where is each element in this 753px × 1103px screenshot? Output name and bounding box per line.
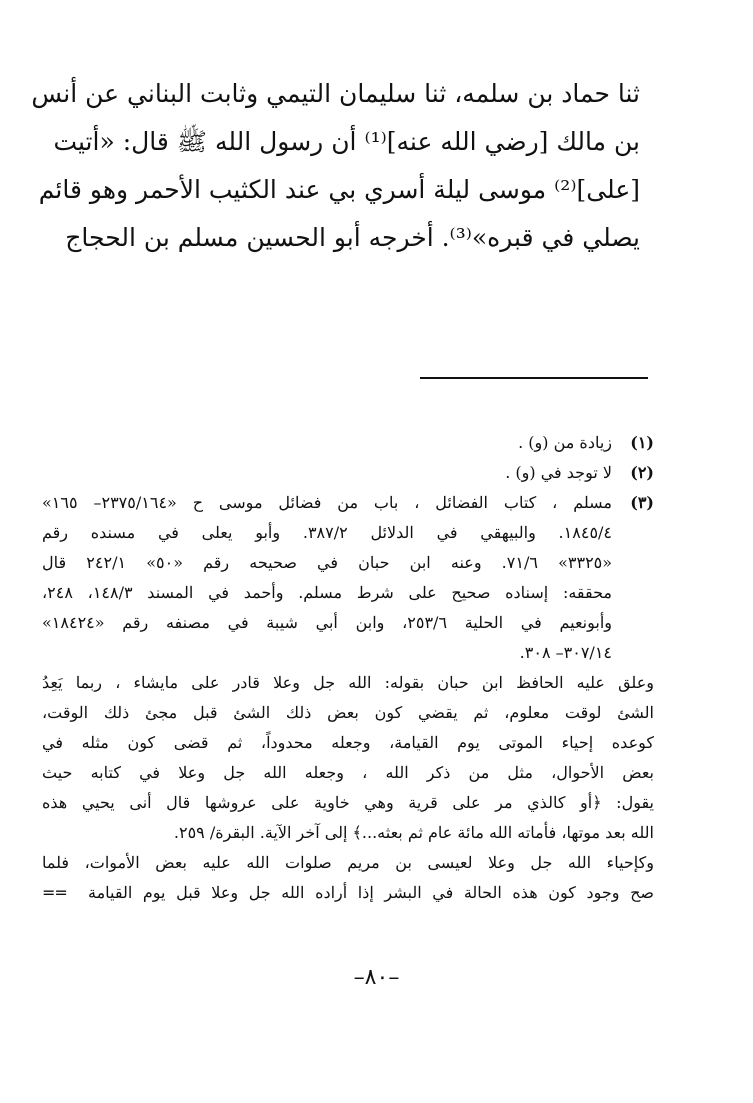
footnote-body — [42, 458, 612, 488]
footnote-line: لا توجد في (و) . — [505, 463, 612, 482]
page-number: –٨٠– — [353, 965, 400, 990]
footnotes — [42, 428, 654, 908]
footnote-line: «٣٣٢٥» ٧١/٦. وعنه ابن حبان في صحيحه رقم «٥٠» ٢٤٢/١ قال — [42, 553, 613, 572]
commentary-line: يقول: ﴿أو كالذي مر على قرية وهي خاوية على عروشها قال أنى يحيي هذه — [42, 793, 654, 812]
commentary-line: كوعده إحياء الموتى يوم القيامة، وجعله محدوداً، ثم قضى كون مثله في — [42, 733, 655, 752]
main-text-line: [على]⁽²⁾ موسى ليلة أسري بي عند الكثيب الأحمر وهو قائم — [38, 175, 640, 204]
footnote-1 — [42, 428, 654, 458]
commentary-line: بعض الأحوال، مثل من ذكر الله ، وجعله الله جل وعلا في كتابه حيث — [42, 763, 654, 782]
main-text-line: ثنا حماد بن سلمه، ثنا سليمان التيمي وثابت البناني عن أنس — [31, 79, 640, 108]
footnote-body — [42, 428, 612, 458]
footnote-line: محققه: إسناده صحيح على شرط مسلم. وأحمد في المسند ١٤٨/٣، ٢٤٨، — [42, 583, 613, 602]
commentary-line — [42, 878, 654, 908]
footnote-body — [42, 488, 612, 668]
footnote-3 — [42, 488, 654, 668]
footnote-line: زيادة من (و) . — [518, 433, 612, 452]
continued-mark: == — [42, 883, 67, 902]
main-text — [31, 70, 640, 262]
commentary-line: الله بعد موتها، فأماته الله مائة عام ثم بعثه...﴾ إلى آخر الآية. البقرة/ ٢٥٩. — [173, 823, 654, 842]
commentary-line: الشئ لوقت معلوم، ثم يقضي كون بعض ذلك الشئ قبل مجئ ذلك الوقت، — [42, 703, 654, 722]
footnote-separator — [420, 377, 648, 379]
commentary-line: وكإحياء الله جل وعلا لعيسى بن مريم صلوات الله عليه بعض الأموات، فلما — [42, 853, 654, 872]
commentary-line-text: صح وجود كون هذه الحالة في البشر إذا أراده الله جل وعلا قبل يوم القيامة — [88, 883, 654, 902]
commentary-line: وعلق عليه الحافظ ابن حبان بقوله: الله جل وعلا قادر على مايشاء ، ربما يَعِدُ — [42, 673, 654, 692]
footnote-line: وأبونعيم في الحلية ٢٥٣/٦، وابن أبي شيبة في مصنفه رقم «١٨٤٢٤» — [42, 613, 613, 632]
main-text-line: يصلي في قبره»⁽³⁾. أخرجه أبو الحسين مسلم بن الحجاج — [65, 223, 640, 252]
footnote-2 — [42, 458, 654, 488]
footnote-line: ١٨٤٥/٤. والبيهقي في الدلائل ٣٨٧/٢. وأبو يعلى في مسنده رقم — [42, 523, 613, 542]
footnote-line: ٣٠٧/١٤– ٣٠٨. — [519, 643, 612, 662]
footnote-commentary — [42, 668, 654, 908]
footnote-number: (١) — [630, 433, 654, 452]
footnote-number: (٢) — [630, 463, 654, 482]
main-text-line: بن مالك [رضي الله عنه]⁽¹⁾ أن رسول الله ﷺ قال: «أتيت — [53, 127, 640, 156]
footnote-number: (٣) — [630, 493, 654, 512]
footnote-line: مسلم ، كتاب الفضائل ، باب من فضائل موسى ح «٢٣٧٥/١٦٤– ١٦٥» — [42, 493, 612, 512]
